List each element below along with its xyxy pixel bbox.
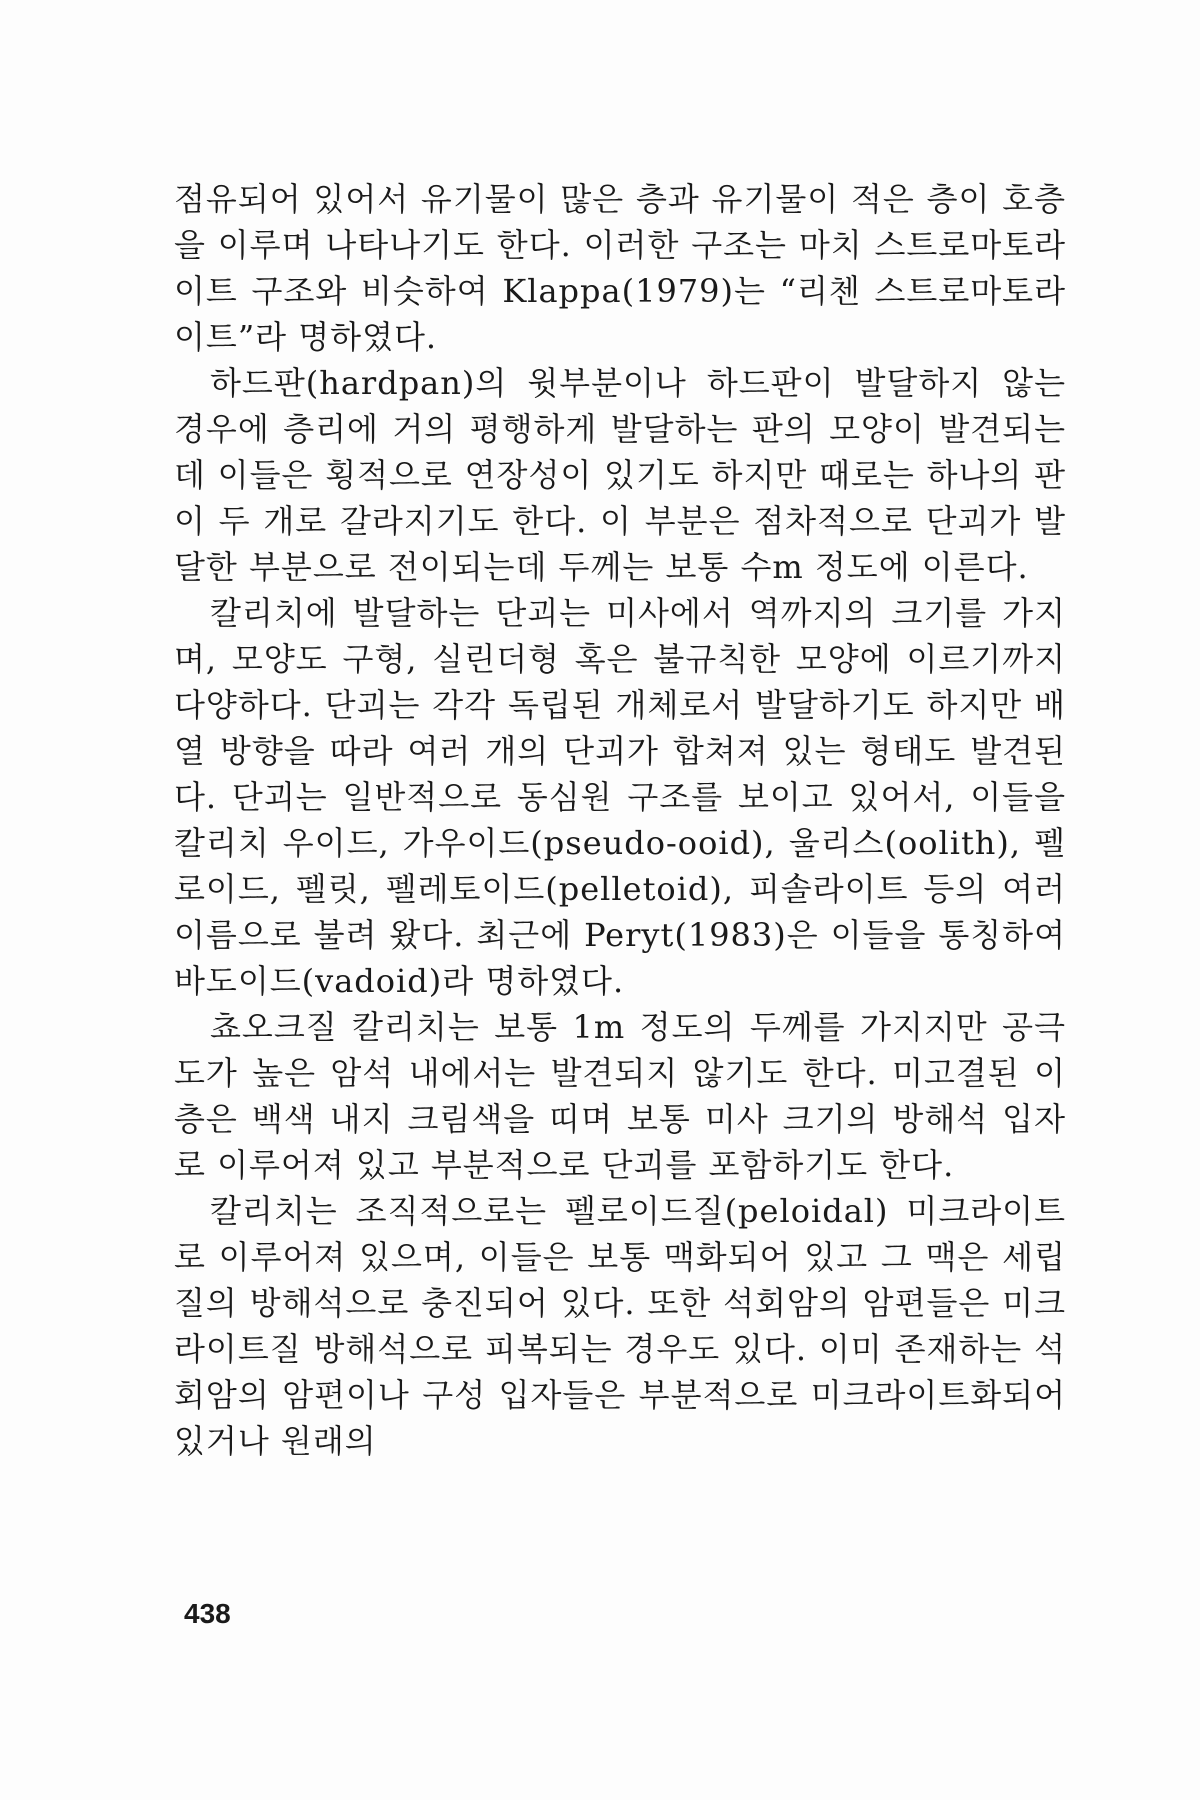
paragraph: 점유되어 있어서 유기물이 많은 층과 유기물이 적은 층이 호층을 이루며 나타나기도 한다. 이러한 구조는 마치 스트로마토라이트 구조와 비슷하여 Klappa(1979)는 “리첸 스트로마토라이트”라 명하였다. bbox=[174, 180, 1066, 356]
paragraph: 칼리치는 조직적으로는 펠로이드질(peloidal) 미크라이트로 이루어져 있으며, 이들은 보통 맥화되어 있고 그 맥은 세립질의 방해석으로 충진되어 있다. 또한 석회암의 암편들은 미크라이트질 방해석으로 피복되는 경우도 있다. 이미 존재하는 석회암의 암편이나 구성 입자들은 부분적으로 미크라이트화되어 있거나 원래의 bbox=[174, 1192, 1066, 1460]
paragraph: 칼리치에 발달하는 단괴는 미사에서 역까지의 크기를 가지며, 모양도 구형, 실린더형 혹은 불규칙한 모양에 이르기까지 다양하다. 단괴는 각각 독립된 개체로서 발달하기도 하지만 배열 방향을 따라 여러 개의 단괴가 합쳐져 있는 형태도 발견된다. 단괴는 일반적으로 동심원 구조를 보이고 있어서, 이들을 칼리치 우이드, 가우이드(pseudo-ooid), 울리스(oolith), 펠로이드, 펠릿, 펠레토이드(pelletoid), 피솔라이트 등의 여러 이름으로 불려 왔다. 최근에 Peryt(1983)은 이들을 통칭하여 바도이드(vadoid)라 명하였다. bbox=[174, 594, 1066, 1000]
paragraph: 하드판(hardpan)의 윗부분이나 하드판이 발달하지 않는 경우에 층리에 거의 평행하게 발달하는 판의 모양이 발견되는데 이들은 횡적으로 연장성이 있기도 하지만 때로는 하나의 판이 두 개로 갈라지기도 한다. 이 부분은 점차적으로 단괴가 발달한 부분으로 전이되는데 두께는 보통 수m 정도에 이른다. bbox=[174, 364, 1066, 586]
body-text bbox=[174, 176, 1066, 1464]
paragraph: 쵸오크질 칼리치는 보통 1m 정도의 두께를 가지지만 공극도가 높은 암석 내에서는 발견되지 않기도 한다. 미고결된 이 층은 백색 내지 크림색을 띠며 보통 미사 크기의 방해석 입자로 이루어져 있고 부분적으로 단괴를 포함하기도 한다. bbox=[174, 1008, 1066, 1184]
page-number: 438 bbox=[184, 1598, 231, 1629]
